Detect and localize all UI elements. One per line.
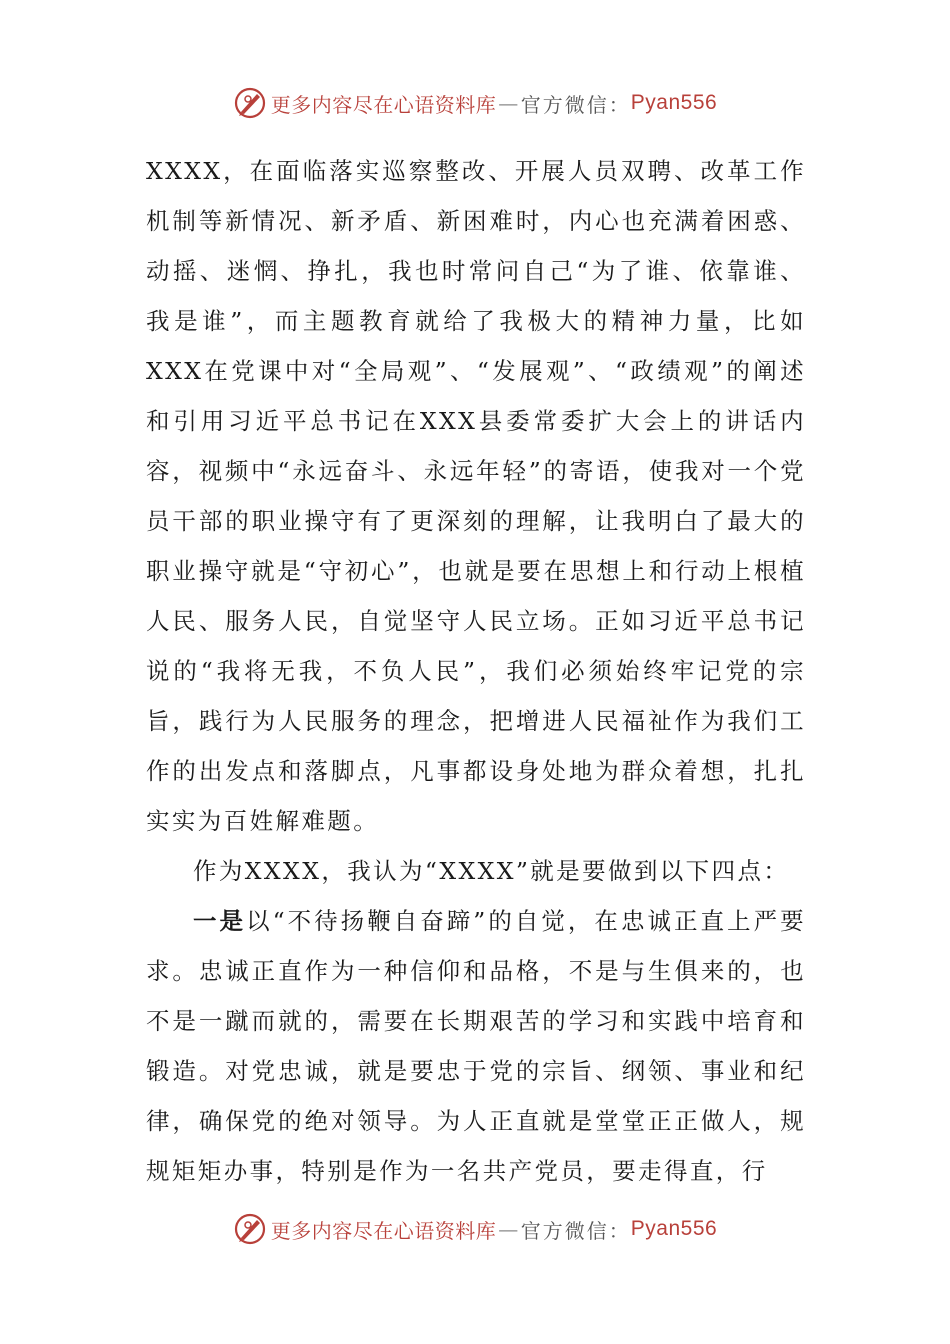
footer-wechat-id: Pyan556 xyxy=(630,1217,718,1240)
paragraph-3-lead: 一是 xyxy=(193,907,247,935)
paragraph-1: XXXX，在面临落实巡察整改、开展人员双聘、改革工作机制等新情况、新矛盾、新困难时，内心也充满着困惑、动摇、迷惘、挣扎，我也时常问自己“为了谁、依靠谁、我是谁”，而主题教育就给了我极大的精神力量，比如XXX在党课中对“全局观”、“发展观”、“政绩观”的阐述和引用习近平总书记在XXX县委常委扩大会上的讲话内容，视频中“永远奋斗、永远年轻”的寄语，使我对一个党员干部的职业操守有了更深刻的理解，让我明白了最大的职业操守就是“守初心”，也就是要在思想上和行动上根植人民、服务人民，自觉坚守人民立场。正如习近平总书记说的“我将无我，不负人民”，我们必须始终牢记党的宗旨，践行为人民服务的理念，把增进人民福祉作为我们工作的出发点和落脚点，凡事都设身处地为群众着想，扎扎实实为百姓解难题。 xyxy=(146,157,806,835)
paragraph-3-text: 以“不待扬鞭自奋蹄”的自觉，在忠诚正直上严要求。忠诚正直作为一种信仰和品格，不是与生俱来的，也不是一蹴而就的，需要在长期艰苦的学习和实践中培育和锻造。对党忠诚，就是要忠于党的宗旨、纲领、事业和纪律，确保党的绝对领导。为人正直就是堂堂正正做人，规规矩矩办事，特别是作为一名共产党员，要走得直，行 xyxy=(146,907,807,1185)
footer-separator: — xyxy=(498,1217,519,1241)
pen-logo-icon xyxy=(233,1212,267,1246)
paragraph-3 xyxy=(146,896,806,1196)
footer-site-name: 更多内容尽在心语资料库 xyxy=(270,1218,497,1243)
footer-banner xyxy=(0,1209,950,1249)
header-wechat-label: 官方微信： xyxy=(520,92,631,117)
header-separator: — xyxy=(498,91,519,115)
footer-wechat-label: 官方微信： xyxy=(520,1218,631,1243)
paragraph-2: 作为XXXX，我认为“XXXX”就是要做到以下四点： xyxy=(193,857,790,885)
header-banner xyxy=(0,83,950,123)
header-site-name: 更多内容尽在心语资料库 xyxy=(270,92,497,117)
header-wechat-id: Pyan556 xyxy=(630,91,718,114)
document-body xyxy=(146,146,806,1196)
pen-logo-icon xyxy=(233,86,267,120)
